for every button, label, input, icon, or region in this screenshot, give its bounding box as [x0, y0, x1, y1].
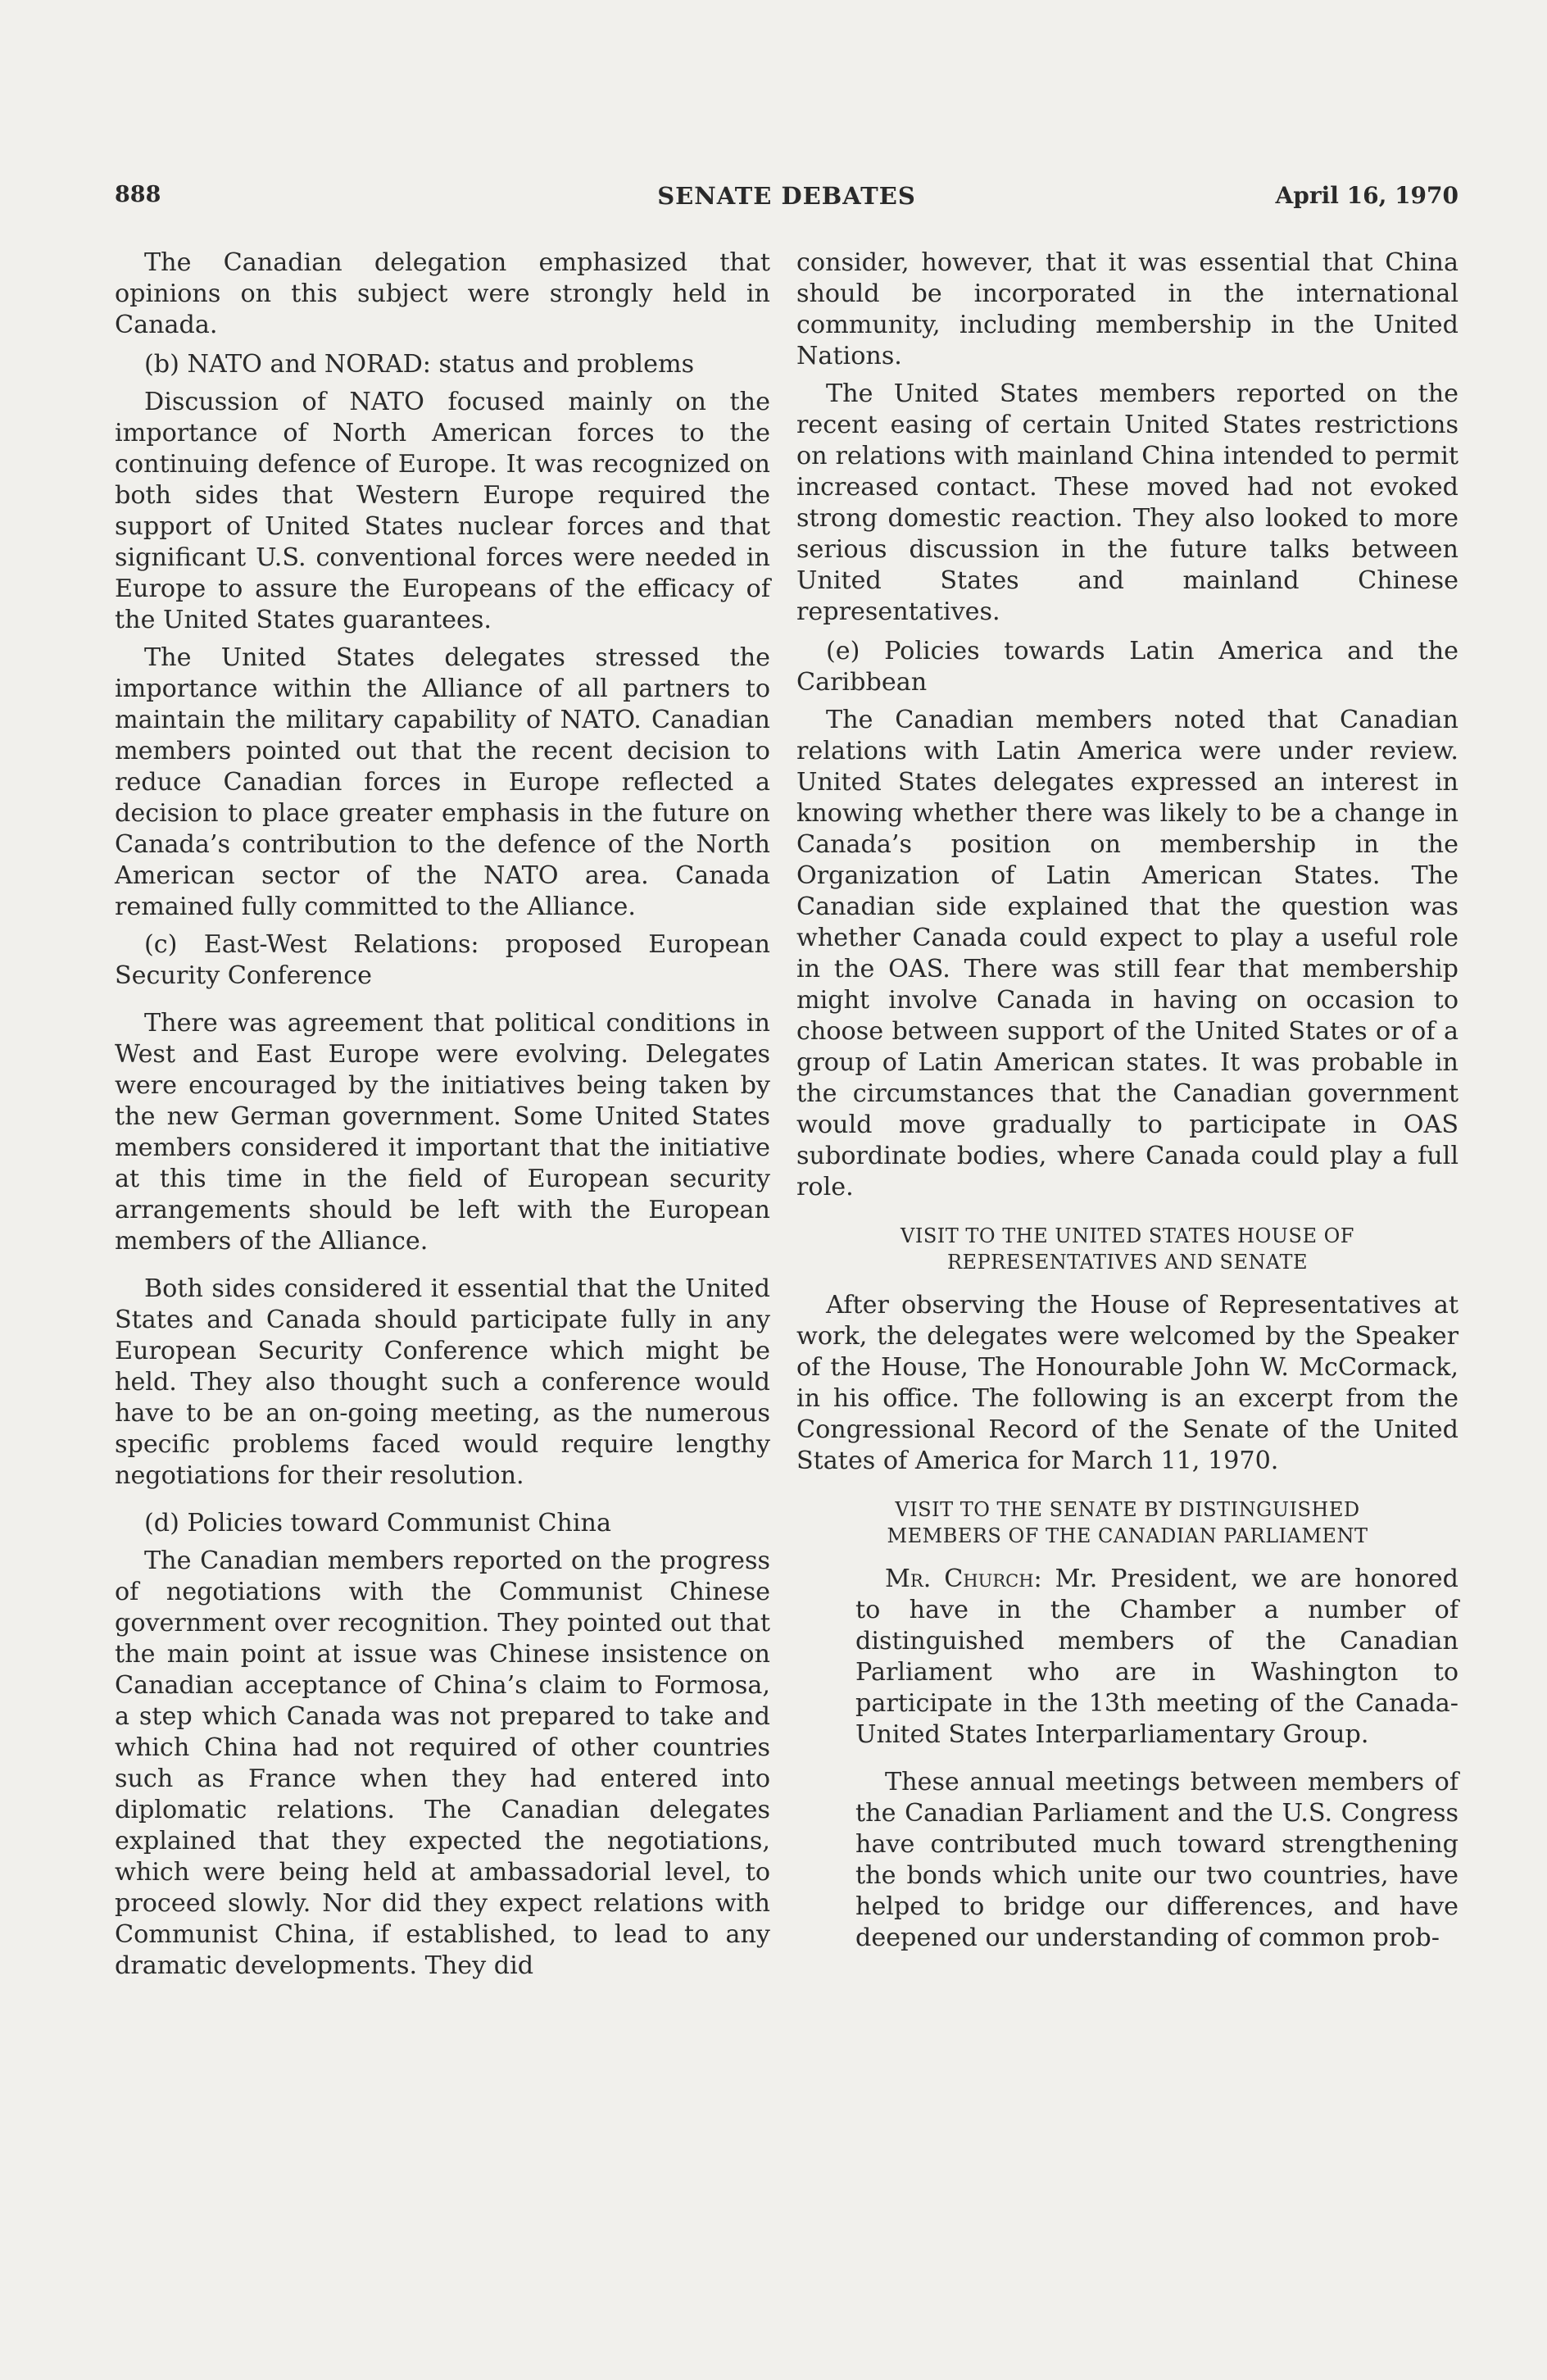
paragraph: The United States delegates stressed the importance within the Alliance of all partners to maintain the military capability of NATO. Canadian members pointed out that the recent decision to reduce Canadian forces in Europe reflected a decision to place greater emphasis in the future on Canada’s contribution to the defence of the North American sector of the NATO area. Canada remained fully committed to the Alliance.	[115, 643, 770, 921]
speech-text: Mr. President, we are honored to have in the Chamber a number of distinguished members of the Canadian Parliament who are in Washington to participate in the 13th meeting of the Canada-United States Interparliamentary Group.	[855, 1565, 1459, 1749]
quoted-paragraph: These annual meetings between members of the Canadian Parliament and the U.S. Congress have contributed much toward strengthening the bonds which unite our two countries, have helped to bridge our differences, and have deepened our understanding of common prob-	[855, 1768, 1459, 1952]
paragraph: The Canadian members reported on the progress of negotiations with the Communist Chinese government over recognition. They pointed out that the main point at issue was Chinese insistence on Canadian acceptance of China’s claim to Formosa, a step which Canada was not prepared to take and which China had not required of other countries such as France when they had entered into diplomatic relations. The Canadian delegates explained that they expected the negotiations, which were being held at ambassadorial level, to proceed slowly. Nor did they expect relations with Communist China, if established, to lead to any dramatic developments. They did	[115, 1547, 770, 1980]
section-heading-house-visit	[796, 1223, 1459, 1275]
subheading-latin-america: (e) Policies towards Latin America and the Caribbean	[796, 637, 1459, 697]
paragraph: There was agreement that political conditions in West and East Europe were evolving. Delegates were encouraged by the initiatives being taken by the new German government. Some United States members considered it important that the initiative at this time in the field of European security arrangements should be left with the European members of the Alliance.	[115, 1009, 770, 1256]
paragraph: The United States members reported on the recent easing of certain United States restrictions on relations with mainland China intended to permit increased contact. These moved had not evoked strong domestic reaction. They also looked to more serious discussion in the future talks between United States and mainland Chinese representatives.	[796, 379, 1459, 626]
right-column	[796, 248, 1459, 1954]
paragraph: Discussion of NATO focused mainly on the importance of North American forces to the continuing defence of Europe. It was recognized on both sides that Western Europe required the support of United States nuclear forces and that significant U.S. conventional forces were needed in Europe to assure the Europeans of the efficacy of the United States guarantees.	[115, 388, 770, 634]
subheading-communist-china: (d) Policies toward Communist China	[144, 1509, 611, 1537]
paragraph: The Canadian members noted that Canadian relations with Latin America were under review. United States delegates expressed an interest in knowing whether there was likely to be a change in Canada’s position on membership in the Organization of Latin American States. The Canadian side explained that the question was whether Canada could expect to play a useful role in the OAS. There was still fear that membership might involve Canada in having on occasion to choose between support of the United States or of a group of Latin American states. It was probable in the circumstances that the Canadian government would move gradually to participate in OAS subordinate bodies, where Canada could play a full role.	[796, 706, 1459, 1201]
heading-line: VISIT TO THE SENATE BY DISTINGUISHED	[895, 1498, 1360, 1521]
paragraph: consider, however, that it was essential that China should be incorporated in the international community, including membership in the United Nations.	[796, 248, 1459, 370]
heading-line: VISIT TO THE UNITED STATES HOUSE OF	[901, 1224, 1354, 1247]
page-header	[115, 182, 1459, 223]
quoted-paragraph	[855, 1564, 1459, 1751]
speaker-name: Mr. Church:	[885, 1565, 1042, 1593]
paragraph: Both sides considered it essential that the United States and Canada should participate fully in any European Security Conference which might be held. They also thought such a conference would have to be an on-going meeting, as the numerous specific problems faced would require lengthy negotiations for their resolution.	[115, 1274, 770, 1490]
publication-title: SENATE DEBATES	[657, 182, 916, 210]
subheading-nato-norad: (b) NATO and NORAD: status and problems	[144, 350, 695, 379]
issue-date: April 16, 1970	[1275, 182, 1459, 209]
left-column	[115, 248, 770, 1982]
subheading-east-west: (c) East-West Relations: proposed European Security Conference	[115, 930, 770, 990]
heading-line: MEMBERS OF THE CANADIAN PARLIAMENT	[887, 1524, 1368, 1547]
paragraph: After observing the House of Representatives at work, the delegates were welcomed by the Speaker of the House, The Honourable John W. McCormack, in his office. The following is an excerpt from the Congressional Record of the Senate of the United States of America for March 11, 1970.	[796, 1291, 1459, 1475]
paragraph: The Canadian delegation emphasized that opinions on this subject were strongly held in Canada.	[115, 248, 770, 339]
section-heading-senate-visit	[796, 1497, 1459, 1549]
heading-line: REPRESENTATIVES AND SENATE	[946, 1251, 1309, 1274]
page-number: 888	[115, 182, 161, 207]
congressional-record-excerpt	[855, 1564, 1459, 1954]
